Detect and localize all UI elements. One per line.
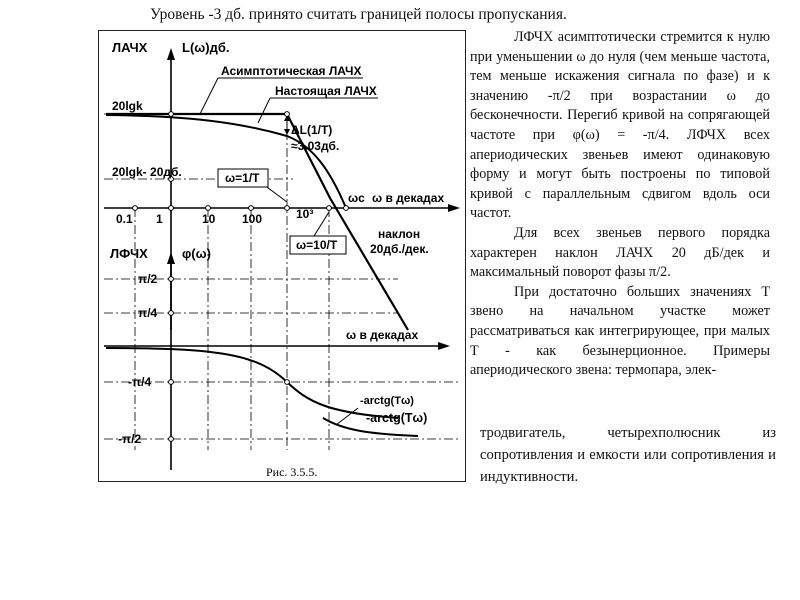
body-text-upper [470, 28, 770, 381]
phi-axis-label: φ(ω) [182, 246, 211, 261]
tick-label-2: 10 [202, 212, 216, 226]
l-axis-label: L(ω)дб. [182, 40, 230, 55]
phase-tick-pi2: π/2 [138, 272, 158, 286]
slope-label-2: 20дб./дек. [370, 242, 429, 256]
tick-label-0: 0.1 [116, 212, 133, 226]
body-text-lower [480, 422, 776, 488]
lfchx-label: ЛФЧХ [110, 246, 148, 261]
arctg-label: -arctg(Tω) [366, 411, 428, 425]
phase-tick-minus-pi2: -π/2 [118, 432, 142, 446]
tick-dots-phase [169, 277, 290, 442]
omega-axis-top-arrow [448, 204, 460, 212]
lachx-label: ЛАЧХ [112, 40, 148, 55]
delta-l-label-2: ≈3.03дб. [291, 139, 340, 153]
omega-axis-bottom-arrow [438, 342, 450, 350]
tick-label-3: 100 [242, 212, 263, 226]
arctg-ghost-label: -arctg(Tω) [360, 395, 414, 407]
level-20lgk-minus-20: 20lgk- 20дб. [112, 165, 182, 179]
omega-10t-label: ω=10/T [296, 238, 338, 252]
omega-decades-bottom: ω в декадах [346, 328, 419, 342]
level-20lgk: 20lgk [112, 99, 143, 113]
page-heading: Уровень -3 дб. принято считать границей полосы пропускания. [150, 6, 567, 23]
tick-label-1: 1 [156, 212, 163, 226]
phi-axis-arrow [167, 252, 175, 264]
paragraph-1: ЛФЧХ асимптотически стремится к нулю при уменьшении ω до нуля (чем меньше частота, тем меньше искажения сигнала по фазе) и к значению -π/2 при возрастании ω до бесконечности. Перегиб кривой на сопрягающей частоте при φ(ω) = -π/4. ЛФЧХ всех апериодических звеньев имеют одинаковую форму и могут быть построены по типовой кривой с параллельным сдвигом вдоль оси частот. [470, 29, 770, 222]
phase-tick-minus-pi4: -π/4 [128, 375, 152, 389]
omega-decades-top: ω в декадах [372, 191, 445, 205]
omega-10t-leader [314, 212, 329, 236]
paragraph-4: тродвигатель, четырехполюсник из сопротивления и емкости или сопротивления и индуктивности. [480, 425, 776, 485]
real-leader [258, 98, 270, 123]
slope-label-1: наклон [378, 227, 421, 241]
paragraph-2: Для всех звеньев первого порядка характерен наклон ЛАЧХ 20 дБ/дек и максимальный поворот фазы π/2. [470, 224, 770, 281]
omega-1t-label: ω=1/T [225, 171, 260, 185]
delta-l-label-1: ΔL(1/T) [291, 123, 333, 137]
phase-tick-pi4: π/4 [138, 306, 158, 320]
figure-caption: Рис. 3.5.5. [266, 465, 318, 479]
asymptotic-leader [200, 78, 218, 114]
asymptotic-label: Асимптотическая ЛАЧХ [221, 64, 362, 78]
omega-c-label: ωс [348, 191, 365, 205]
paragraph-3: При достаточно больших значениях Т звено на начальном участке может рассматриваться как интегрирующее, при малых Т - как безынерционное. Примеры апериодического звена: термопара, элек- [470, 283, 770, 379]
tick-label-4: 10³ [296, 207, 314, 221]
bode-figure [98, 30, 466, 482]
real-label: Настоящая ЛАЧХ [275, 84, 377, 98]
l-axis-arrow [167, 48, 175, 60]
